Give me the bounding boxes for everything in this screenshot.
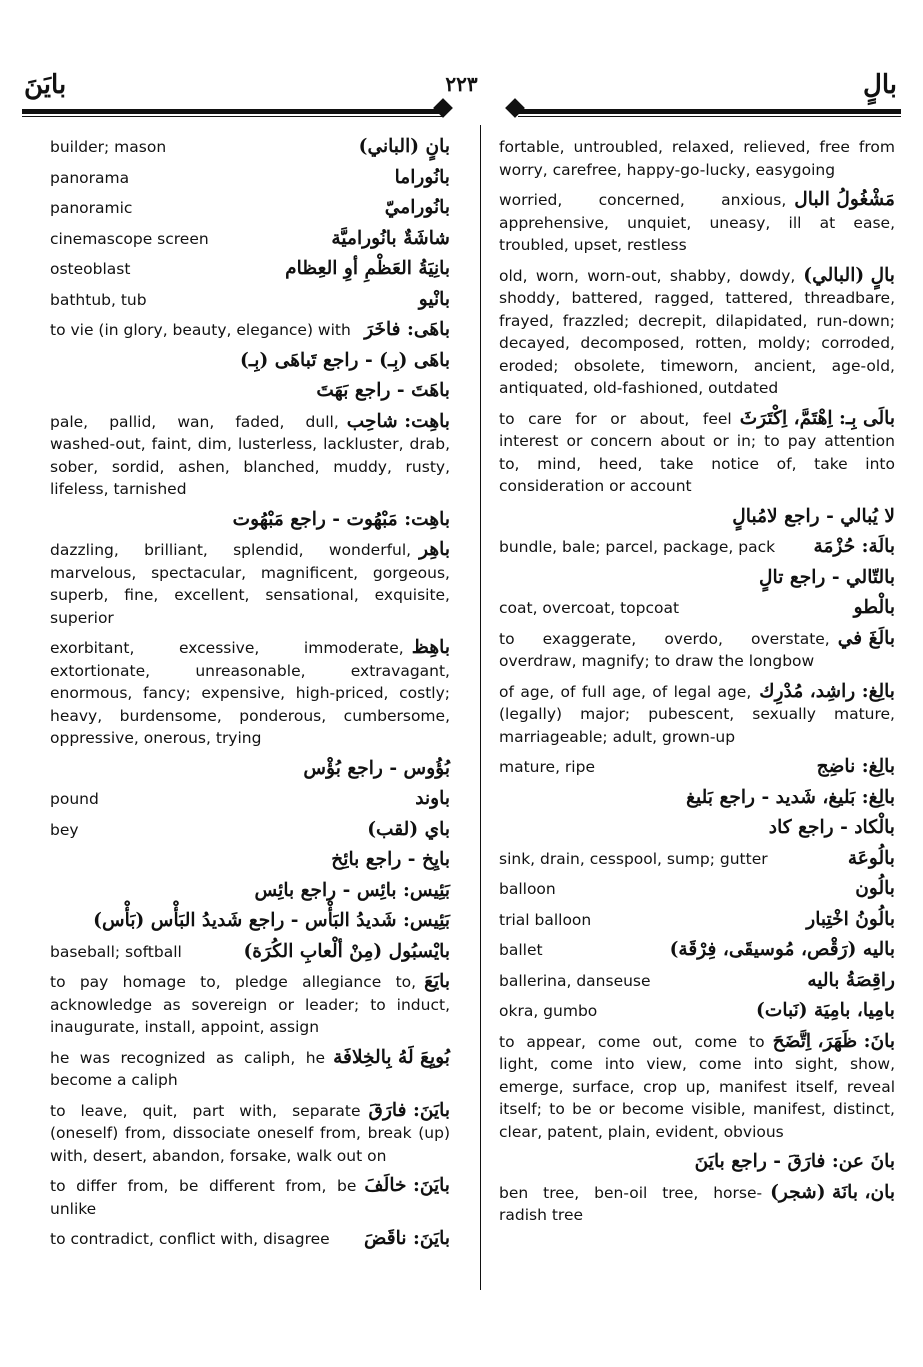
english-definition: exorbitant, excessive, immoderate, extortionate, unreasonable, extravagant, enormous, fancy; expensive, high-priced, costly; heavy, burdensome, ponderous, cumbersome, oppressive, onerous, trying: [50, 639, 450, 747]
arabic-headword: باهِر: [419, 539, 450, 560]
arabic-headword: بالَغَ في: [837, 627, 895, 649]
arabic-headword: بالُونُ اخْتِبار: [806, 908, 895, 930]
dictionary-entry: [499, 681, 895, 749]
dictionary-entry: [499, 536, 895, 559]
dictionary-entry: [499, 1000, 895, 1023]
english-definition: old, worn, worn-out, shabby, dowdy, shoddy, battered, ragged, tattered, threadbare, frayed, frazzled; decrepit, dilapidated, run-down; decayed, decomposed, rotten, moldy; corroded, eroded; obsolete, timeworn, ancient, age-old, antiquated, old-fashioned, outdated: [499, 266, 895, 397]
arabic-headword: لا يُبالي - راجع لامُبالٍ: [732, 505, 895, 527]
dictionary-entry: [50, 228, 450, 251]
dictionary-entry: [499, 506, 895, 529]
dictionary-entry: [50, 411, 450, 501]
arabic-headword: باهِظ: [411, 637, 450, 658]
arabic-headword: بَئِيس: شَديدُ البَأْس - راجع شَديدُ البَأْس (بَأْس): [93, 910, 450, 931]
dictionary-entry: [50, 319, 450, 342]
header-guide-word-left: بايَنَ: [24, 70, 67, 100]
arabic-headword: بانِيَةُ العَظْمِ أوِ العِظام: [285, 258, 450, 279]
arabic-headword: بان، بانَة (شجر): [770, 1181, 895, 1203]
dictionary-entry: [499, 1151, 895, 1174]
arabic-headword: بانَ: ظَهَرَ، اِتَّضَحَ: [772, 1030, 895, 1052]
english-definition: he was recognized as caliph, he become a caliph: [50, 1048, 326, 1089]
arabic-headword: بايَعَ: [424, 971, 450, 992]
english-definition: to leave, quit, part with, separate (oneself) from, dissociate oneself from, break (up) with, desert, abandon, forsake, walk out on: [50, 1101, 450, 1165]
english-definition: of age, of full age, of legal age, (legally) major; pubescent, sexually mature, marriageable; adult, grown-up: [499, 682, 895, 746]
dictionary-entry: [499, 1182, 895, 1227]
arabic-headword: مَشْغُولُ البال: [794, 189, 895, 210]
header-guide-word-right: بالٍ: [862, 70, 897, 100]
arabic-headword: بُؤُوس - راجع بُؤْس: [303, 757, 450, 779]
english-definition: builder; mason: [50, 138, 167, 156]
english-definition: pound: [50, 790, 99, 808]
english-definition: mature, ripe: [499, 758, 595, 776]
dictionary-entry: [50, 1047, 450, 1092]
arabic-headword: شاشَةٌ بانُوراميَّة: [331, 227, 450, 249]
english-definition: bundle, bale; parcel, package, pack: [499, 538, 776, 556]
english-definition: okra, gumbo: [499, 1002, 598, 1020]
left-column: [50, 136, 450, 1259]
english-definition: ballerina, danseuse: [499, 971, 651, 990]
diamond-ornament-left: [433, 98, 453, 118]
english-definition: to exaggerate, overdo, overstate, overdraw, magnify; to draw the longbow: [499, 629, 830, 670]
arabic-headword: بايِخ - راجع بائِخ: [331, 849, 450, 870]
dictionary-entry: [50, 1228, 450, 1251]
dictionary-entry: [499, 970, 895, 993]
dictionary-entry: [499, 265, 895, 400]
arabic-headword: بالٍ (البالي): [803, 264, 895, 286]
arabic-headword: بَئِيس: بائِس - راجع بائِس: [254, 879, 450, 901]
dictionary-entry: [50, 509, 450, 532]
arabic-headword: باهَتَ - راجع بَهَتَ: [316, 380, 450, 401]
dictionary-entry: [499, 189, 895, 257]
dictionary-entry: [50, 380, 450, 403]
arabic-headword: بانٍ (الباني): [358, 136, 450, 157]
arabic-headword: راقِصَةُ باليه: [807, 969, 895, 991]
dictionary-entry: [50, 350, 450, 373]
arabic-headword: بانُوراما: [394, 166, 450, 188]
english-definition: ballet: [499, 941, 543, 959]
english-definition: to care for or about, feel interest or concern about or in; to pay attention to, mind, heed, take notice of, take into consideration or account: [499, 409, 895, 495]
dictionary-entry: [499, 848, 895, 871]
header-rule-left: [22, 109, 442, 114]
english-definition: cinemascope screen: [50, 229, 209, 248]
dictionary-entry: [499, 817, 895, 840]
dictionary-entry: [50, 167, 450, 190]
header-rule-thin-left: [22, 116, 442, 117]
english-definition: to vie (in glory, beauty, elegance) with: [50, 321, 351, 339]
arabic-headword: بايْسبُول (مِنْ ألْعابِ الكُرَة): [243, 940, 450, 962]
right-column: [499, 136, 895, 1235]
dictionary-entry: [499, 136, 895, 181]
dictionary-entry: [50, 788, 450, 811]
dictionary-entry: [50, 197, 450, 220]
arabic-headword: بانْيو: [418, 288, 450, 310]
english-definition: dazzling, brilliant, splendid, wonderful, marvelous, spectacular, magnificent, gorgeous, superb, fine, excellent, sensational, exquisite, superior: [50, 541, 450, 627]
dictionary-entry: [50, 1175, 450, 1220]
english-definition: to contradict, conflict with, disagree: [50, 1230, 330, 1248]
dictionary-entry: [50, 941, 450, 964]
arabic-headword: بالَة: حُزْمَة: [813, 536, 895, 557]
dictionary-entry: [50, 849, 450, 872]
arabic-headword: بُويِعَ لَهُ بِالخِلافَة: [333, 1046, 450, 1068]
dictionary-entry: [50, 539, 450, 629]
dictionary-entry: [499, 878, 895, 901]
dictionary-entry: [499, 628, 895, 673]
arabic-headword: بالِغ: بَليغ، شَديد - راجع بَليغ: [686, 786, 895, 808]
arabic-headword: بايَنَ: خالَفَ: [364, 1175, 450, 1196]
header-rule-thin-right: [518, 116, 901, 117]
arabic-headword: بالتّالي - راجع تالٍ: [759, 566, 895, 588]
arabic-headword: باليه (رَقْص، مُوسيقَى، فِرْقَة): [669, 939, 895, 960]
dictionary-entry: [499, 909, 895, 932]
dictionary-entry: [50, 1100, 450, 1168]
english-definition: fortable, untroubled, relaxed, relieved, free from worry, carefree, happy-go-lucky, easygoing: [499, 138, 895, 179]
column-divider: [480, 125, 481, 1290]
english-definition: to appear, come out, come to light, come into view, come into sight, show, emerge, surface, crop up, manifest itself, reveal itself; to be or become visible, manifest, distinct, clear, patent, plain, evident, obvious: [499, 1032, 895, 1141]
dictionary-entry: [499, 787, 895, 810]
dictionary-entry: [50, 136, 450, 159]
diamond-ornament-right: [505, 98, 525, 118]
dictionary-entry: [50, 819, 450, 842]
arabic-headword: باهَى (بِـ) - راجع تَباهَى (بِـ): [240, 349, 450, 371]
arabic-headword: باهِت: مَبْهُوت - راجع مَبْهُوت: [232, 508, 450, 530]
english-definition: coat, overcoat, topcoat: [499, 599, 680, 617]
english-definition: osteoblast: [50, 260, 131, 278]
arabic-headword: بالْطو: [853, 597, 895, 618]
dictionary-entry: [50, 971, 450, 1039]
arabic-headword: باهَى: فاخَرَ: [364, 319, 450, 340]
arabic-headword: باي (لقب): [367, 818, 450, 840]
dictionary-entry: [499, 408, 895, 498]
english-definition: panorama: [50, 168, 130, 187]
english-definition: to differ from, be different from, be unlike: [50, 1177, 357, 1218]
dictionary-entry: [50, 289, 450, 312]
english-definition: sink, drain, cesspool, sump; gutter: [499, 849, 768, 868]
dictionary-entry: [50, 880, 450, 903]
dictionary-entry: [50, 910, 450, 933]
dictionary-entry: [50, 637, 450, 750]
arabic-headword: بايَنَ: فارَقَ: [368, 1099, 450, 1121]
english-definition: worried, concerned, anxious, apprehensive, unquiet, uneasy, ill at ease, troubled, upset, restless: [499, 191, 895, 254]
english-definition: bey: [50, 820, 79, 839]
arabic-headword: باوند: [415, 788, 450, 809]
dictionary-entry: [499, 939, 895, 962]
arabic-headword: باهِت: شاحِب: [346, 410, 450, 432]
page-number: ٢٢٣: [445, 72, 478, 96]
dictionary-entry: [499, 1031, 895, 1144]
arabic-headword: بالِغ: ناضِج: [816, 756, 895, 777]
header-rule-right: [518, 109, 901, 114]
english-definition: balloon: [499, 880, 556, 898]
english-definition: to pay homage to, pledge allegiance to, acknowledge as sovereign or leader; to induct, inaugurate, install, appoint, assign: [50, 973, 450, 1036]
english-definition: baseball; softball: [50, 942, 182, 961]
dictionary-entry: [499, 756, 895, 779]
arabic-headword: بالْكاد - راجع كاد: [768, 817, 895, 838]
arabic-headword: بالُون: [855, 878, 895, 899]
arabic-headword: بالُوعَة: [847, 847, 895, 869]
dictionary-entry: [50, 258, 450, 281]
english-definition: panoramic: [50, 199, 133, 217]
english-definition: ben tree, ben-oil tree, horse-radish tree: [499, 1183, 763, 1224]
english-definition: bathtub, tub: [50, 290, 147, 309]
dictionary-entry: [499, 567, 895, 590]
english-definition: pale, pallid, wan, faded, dull, washed-out, faint, dim, lusterless, lackluster, drab, sober, sordid, ashen, blanched, muddy, rusty, lifeless, tarnished: [50, 412, 450, 498]
dictionary-entry: [499, 597, 895, 620]
arabic-headword: بالَى بِـ: اِهْتَمَّ، اِكْتَرَثَ: [739, 407, 895, 429]
dictionary-entry: [50, 758, 450, 781]
arabic-headword: بانُوراميّ: [384, 197, 450, 218]
arabic-headword: بايَنَ: ناقَضَ: [363, 1228, 450, 1249]
arabic-headword: بالِغ: راشِد، مُدْرِك: [759, 680, 895, 702]
english-definition: trial balloon: [499, 910, 592, 929]
arabic-headword: بامِيا، بامِيَة (نَبات): [756, 1000, 895, 1021]
arabic-headword: بانَ عن: فارَقَ - راجع بايَنَ: [694, 1151, 895, 1172]
